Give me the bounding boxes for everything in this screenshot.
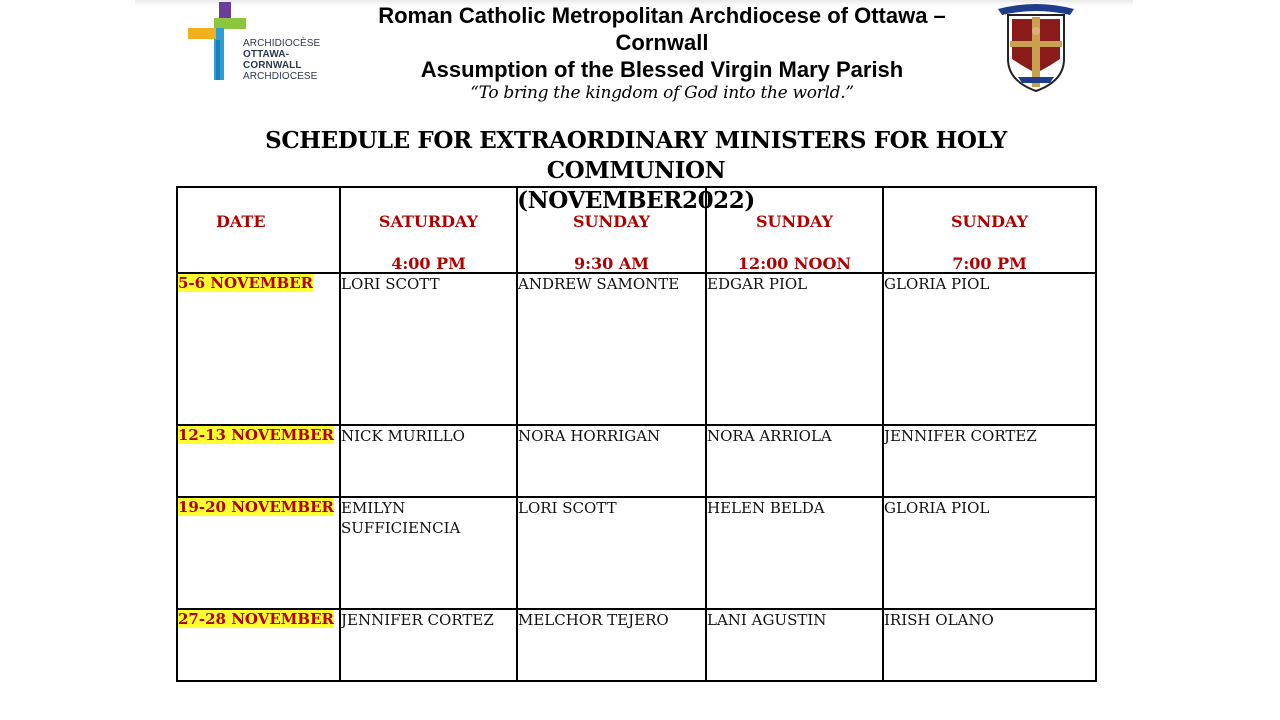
parish-name: Assumption of the Blessed Virgin Mary Parish xyxy=(420,57,904,82)
crest-shield-icon xyxy=(988,1,1084,95)
logo-wordmark xyxy=(243,38,346,82)
schedule-title-line-2: (NOVEMBER2022) xyxy=(517,187,755,214)
table-row xyxy=(177,497,1096,609)
minister-cell: LORI SCOTT xyxy=(340,273,517,425)
minister-cell: GLORIA PIOL xyxy=(883,273,1096,425)
minister-cell: NICK MURILLO xyxy=(340,425,517,497)
archdiocese-name: Roman Catholic Metropolitan Archdiocese of Ottawa – Cornwall xyxy=(378,3,946,55)
table-row xyxy=(177,273,1096,425)
header-date: DATE xyxy=(177,187,340,273)
table-row xyxy=(177,425,1096,497)
parish-crest xyxy=(988,1,1084,95)
minister-cell: HELEN BELDA xyxy=(706,497,883,609)
logo-line-2: OTTAWA-CORNWALL xyxy=(243,49,302,71)
logo-line-3: ARCHDIOCESE xyxy=(243,71,318,82)
table-header-row xyxy=(177,187,1096,273)
date-cell: 5-6 NOVEMBER xyxy=(177,273,340,425)
minister-cell: ANDREW SAMONTE xyxy=(517,273,706,425)
table-row xyxy=(177,609,1096,681)
minister-cell: EMILYN SUFFICIENCIA xyxy=(340,497,517,609)
minister-cell: MELCHOR TEJERO xyxy=(517,609,706,681)
minister-cell: IRISH OLANO xyxy=(883,609,1096,681)
header-sunday-12noon: SUNDAY 12:00 NOON xyxy=(706,187,883,273)
date-cell: 27-28 NOVEMBER xyxy=(177,609,340,681)
minister-cell: EDGAR PIOL xyxy=(706,273,883,425)
minister-cell: GLORIA PIOL xyxy=(883,497,1096,609)
cross-logo-icon xyxy=(186,0,246,86)
header-sunday-930am: SUNDAY 9:30 AM xyxy=(517,187,706,273)
minister-cell: NORA HORRIGAN xyxy=(517,425,706,497)
minister-cell: JENNIFER CORTEZ xyxy=(340,609,517,681)
logo-line-1: ARCHIDIOCÈSE xyxy=(243,38,321,49)
schedule-table xyxy=(176,186,1097,682)
minister-cell: LANI AGUSTIN xyxy=(706,609,883,681)
header-sunday-7pm: SUNDAY 7:00 PM xyxy=(883,187,1096,273)
minister-cell: NORA ARRIOLA xyxy=(706,425,883,497)
schedule-title-line-1: SCHEDULE FOR EXTRAORDINARY MINISTERS FOR HOLY COMMUNION xyxy=(265,127,1007,184)
header-saturday-4pm: SATURDAY 4:00 PM xyxy=(340,187,517,273)
minister-cell: LORI SCOTT xyxy=(517,497,706,609)
parish-motto: “To bring the kingdom of God into the world.” xyxy=(470,83,854,103)
date-cell: 19-20 NOVEMBER xyxy=(177,497,340,609)
archdiocese-logo xyxy=(186,0,346,90)
minister-cell: JENNIFER CORTEZ xyxy=(883,425,1096,497)
date-cell: 12-13 NOVEMBER xyxy=(177,425,340,497)
